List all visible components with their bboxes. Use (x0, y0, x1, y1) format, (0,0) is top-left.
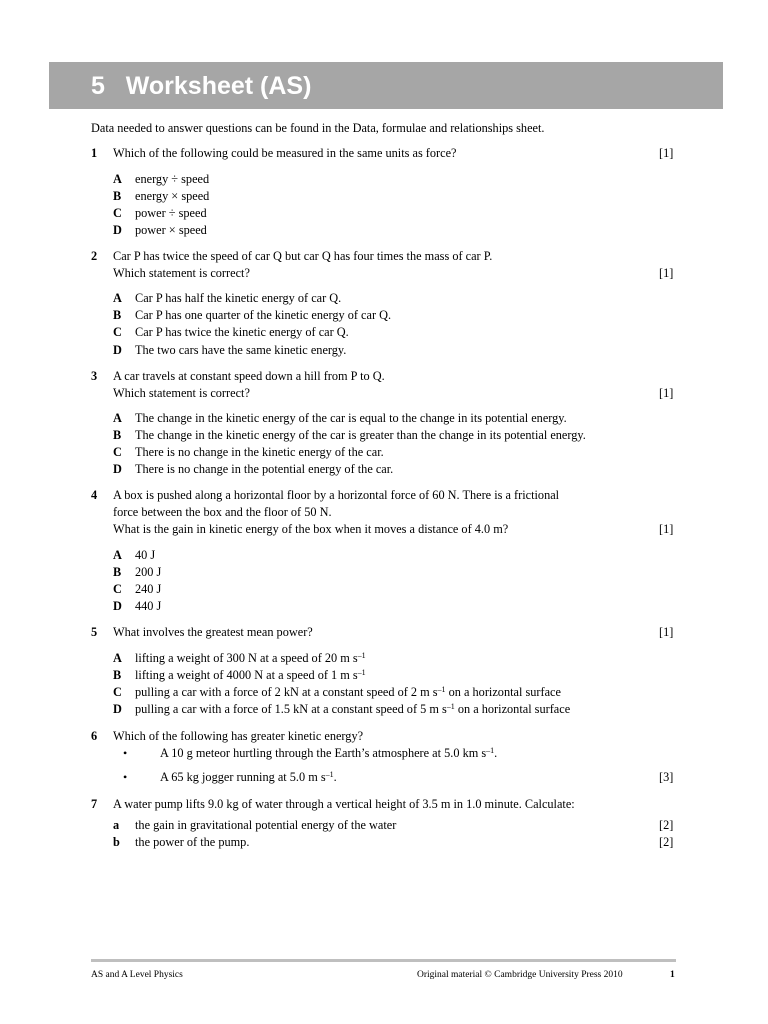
q7-text: A water pump lifts 9.0 kg of water through a vertical height of 3.5 m in 1.0 minute. Calculate: (113, 797, 575, 811)
footer-divider (91, 959, 676, 962)
q4-option-text: 40 J (135, 548, 156, 562)
q5-marks: [1] (659, 625, 674, 639)
q4-option-letter: D (113, 599, 122, 613)
q4-text-continued: force between the box and the floor of 50 N. (113, 505, 332, 519)
q5-option-letter: B (113, 668, 122, 682)
q2-number: 2 (91, 249, 98, 263)
q7-number: 7 (91, 797, 98, 811)
q5-option-text: pulling a car with a force of 2 kN at a constant speed of 2 m $s^{-1}$ on a horizontal surface (135, 685, 561, 699)
q3-text: A car travels at constant speed down a hill from P to Q. (113, 369, 385, 383)
q1-option-text: power × speed (135, 223, 207, 237)
q3-option-text: There is no change in the kinetic energy of the car. (135, 445, 384, 459)
q6-item: A 10 g meteor hurtling through the Earth’s atmosphere at 5.0 km $s^{-1}$. (160, 746, 498, 760)
q7-part-text: the gain in gravitational potential energy of the water (135, 818, 397, 832)
q2-option-letter: A (113, 291, 122, 305)
q2-option-letter: B (113, 308, 122, 322)
q5-option-letter: A (113, 651, 122, 665)
q1-number: 1 (91, 146, 98, 160)
q5-option-letter: D (113, 702, 122, 716)
q2-prompt: Which statement is correct? (113, 266, 250, 280)
q3-option-text: There is no change in the potential energy of the car. (135, 462, 394, 476)
q4-option-text: 440 J (135, 599, 162, 613)
q5-option-letter: C (113, 685, 122, 699)
q6-text: Which of the following has greater kinetic energy? (113, 729, 364, 743)
q2-option-text: Car P has half the kinetic energy of car Q. (135, 291, 342, 305)
q1-option-letter: D (113, 223, 122, 237)
q1-option-letter: B (113, 189, 122, 203)
q3-option-letter: D (113, 462, 122, 476)
q3-option-letter: A (113, 411, 122, 425)
q4-marks: [1] (659, 522, 674, 536)
q2-option-text: Car P has twice the kinetic energy of car Q. (135, 325, 349, 339)
q4-number: 4 (91, 488, 98, 502)
q2-text: Car P has twice the speed of car Q but car Q has four times the mass of car P. (113, 249, 493, 263)
q5-option-text: pulling a car with a force of 1.5 kN at a constant speed of 5 m $s^{-1}$ on a horizontal surface (135, 702, 571, 716)
q7-part-marks: [2] (659, 835, 674, 849)
q4-text: A box is pushed along a horizontal floor by a horizontal force of 60 N. There is a frictional (113, 488, 560, 502)
q1-option-text: energy ÷ speed (135, 172, 210, 186)
q3-option-letter: B (113, 428, 122, 442)
q2-marks: [1] (659, 266, 674, 280)
q3-prompt: Which statement is correct? (113, 386, 250, 400)
q4-option-text: 240 J (135, 582, 162, 596)
q1-option-letter: C (113, 206, 122, 220)
q3-option-text: The change in the kinetic energy of the car is greater than the change in its potential energy. (135, 428, 586, 442)
q4-option-letter: C (113, 582, 122, 596)
q6-item: A 65 kg jogger running at 5.0 m $s^{-1}$. (160, 770, 337, 784)
q4-option-text: 200 J (135, 565, 162, 579)
q4-prompt: What is the gain in kinetic energy of the box when it moves a distance of 4.0 m? (113, 522, 509, 536)
q3-marks: [1] (659, 386, 674, 400)
q7-part-text: the power of the pump. (135, 835, 250, 849)
q6-number: 6 (91, 729, 98, 743)
q7-part-letter: a (113, 818, 120, 832)
q3-number: 3 (91, 369, 98, 383)
bullet-icon: • (123, 770, 128, 784)
q5-text: What involves the greatest mean power? (113, 625, 313, 639)
footer-course: AS and A Level Physics (91, 970, 183, 980)
q1-option-text: energy × speed (135, 189, 210, 203)
bullet-icon: • (123, 746, 128, 760)
q2-option-text: The two cars have the same kinetic energy. (135, 343, 347, 357)
q1-option-letter: A (113, 172, 122, 186)
q2-option-letter: C (113, 325, 122, 339)
q5-option-text: lifting a weight of 300 N at a speed of 20 m $s^{-1}$ (135, 651, 366, 665)
q1-option-text: power ÷ speed (135, 206, 207, 220)
q3-option-text: The change in the kinetic energy of the car is equal to the change in its potential energy. (135, 411, 567, 425)
title-text: Worksheet (AS) (125, 72, 312, 100)
q2-option-text: Car P has one quarter of the kinetic energy of car Q. (135, 308, 392, 322)
q5-number: 5 (91, 625, 98, 639)
q1-text: Which of the following could be measured in the same units as force? (113, 146, 457, 160)
q7-part-letter: b (113, 835, 120, 849)
chapter-number: 5 (91, 72, 105, 100)
q7-part-marks: [2] (659, 818, 674, 832)
worksheet-title (91, 68, 311, 104)
q4-option-letter: B (113, 565, 122, 579)
q5-option-text: lifting a weight of 4000 N at a speed of 1 m $s^{-1}$ (135, 668, 366, 682)
q6-marks: [3] (659, 770, 674, 784)
page-number: 1 (670, 970, 675, 980)
q4-option-letter: A (113, 548, 122, 562)
q3-option-letter: C (113, 445, 122, 459)
q2-option-letter: D (113, 343, 122, 357)
intro-text: Data needed to answer questions can be found in the Data, formulae and relationships sheet. (91, 121, 545, 135)
q1-marks: [1] (659, 146, 674, 160)
footer-copyright: Original material © Cambridge University Press 2010 (417, 970, 623, 980)
